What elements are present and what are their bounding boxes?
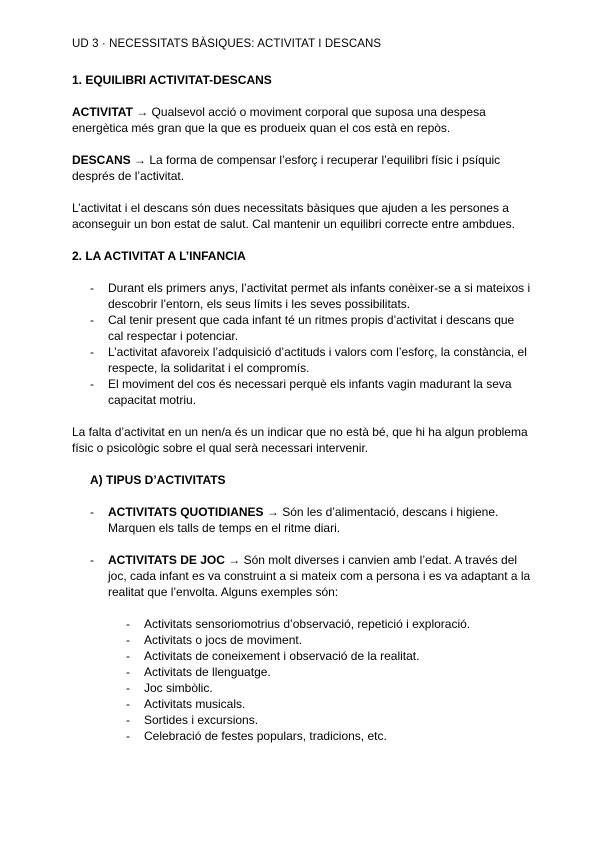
list-item	[72, 616, 532, 632]
activitat-term: ACTIVITAT	[72, 105, 133, 119]
section-2-bullet-list	[72, 280, 532, 408]
list-item	[72, 728, 532, 744]
dash-mark: -	[126, 681, 130, 695]
list-item-text: Activitats musicals.	[144, 697, 246, 711]
descans-def-text: → La forma de compensar l’esforç i recuperar l’equilibri físic i psíquic després de l’activitat.	[72, 153, 501, 183]
activity-types-list-joc	[72, 552, 532, 600]
list-item	[72, 680, 532, 696]
list-item-text: Activitats o jocs de moviment.	[144, 633, 303, 647]
list-item	[72, 504, 532, 536]
joc-examples-list	[72, 616, 532, 744]
document-header: UD 3 · NECESSITATS BÀSIQUES: ACTIVITAT I DESCANS	[72, 38, 382, 50]
dash-mark: -	[90, 505, 94, 519]
dash-mark: -	[126, 617, 130, 631]
list-item-text: Activitats de llenguatge.	[144, 665, 271, 679]
list-item-text: Durant els primers anys, l’activitat permet als infants conèixer-se a si mateixos i descobrir l’entorn, els seus límits i les seves possibilitats.	[108, 281, 531, 311]
dash-mark: -	[90, 313, 94, 327]
subsection-a-title: A) TIPUS D’ACTIVITATS	[90, 473, 226, 487]
list-item-text: L’activitat afavoreix l’adquisició d’actituds i valors com l’esforç, la constància, el respecte, la solidaritat i el compromís.	[108, 345, 527, 375]
list-item-text: Activitats sensoriomotrius d’observació, repetició i exploració.	[144, 617, 471, 631]
joc-def-text: → Són molt diverses i canvien amb l’edat. A través del joc, cada infant es va construint a si mateix com a persona i es va adaptant a la realitat que l’envolta. Alguns exemples són:	[108, 553, 531, 599]
quotidianes-def-text: → Són les d’alimentació, descans i higiene. Marquen els talls de temps en el ritme diari.	[108, 505, 499, 535]
list-item	[72, 312, 532, 344]
descans-definition	[72, 152, 532, 184]
section-1-paragraph: L’activitat i el descans són dues necessitats bàsiques que ajuden a les persones a aconseguir un bon estat de salut. Cal mantenir un equilibri correcte entre ambdues.	[72, 201, 515, 231]
section-2-title: 2. LA ACTIVITAT A L’INFANCIA	[72, 249, 246, 263]
document-page	[72, 36, 532, 744]
list-item	[72, 632, 532, 648]
list-item	[72, 280, 532, 312]
dash-mark: -	[126, 697, 130, 711]
dash-mark: -	[126, 713, 130, 727]
dash-mark: -	[90, 377, 94, 391]
list-item-text: El moviment del cos és necessari perquè els infants vagin madurant la seva capacitat motriu.	[108, 377, 512, 407]
dash-mark: -	[90, 281, 94, 295]
dash-mark: -	[126, 665, 130, 679]
list-item	[72, 648, 532, 664]
list-item-text: Joc simbòlic.	[144, 681, 213, 695]
dash-mark: -	[90, 553, 94, 567]
list-item	[72, 712, 532, 728]
section-2-paragraph: La falta d’activitat en un nen/a és un indicar que no està bé, que hi ha algun problema físic o psicològic sobre el qual serà necessari intervenir.	[72, 425, 528, 455]
list-item	[72, 344, 532, 376]
list-item	[72, 552, 532, 600]
activitat-def-text: → Qualsevol acció o moviment corporal que suposa una despesa energètica més gran que la que es produeix quan el cos està en repòs.	[72, 105, 486, 135]
list-item	[72, 376, 532, 408]
activitat-definition	[72, 104, 532, 136]
list-item-text: Activitats de coneixement i observació de la realitat.	[144, 649, 420, 663]
dash-mark: -	[126, 729, 130, 743]
activity-types-list	[72, 504, 532, 536]
list-item	[72, 664, 532, 680]
descans-term: DESCANS	[72, 153, 131, 167]
list-item	[72, 696, 532, 712]
quotidianes-term: ACTIVITATS QUOTIDIANES	[108, 505, 264, 519]
section-1-title: 1. EQUILIBRI ACTIVITAT-DESCANS	[72, 73, 272, 87]
joc-term: ACTIVITATS DE JOC	[108, 553, 225, 567]
list-item-text: Celebració de festes populars, tradicions, etc.	[144, 729, 387, 743]
dash-mark: -	[126, 633, 130, 647]
list-item-text: Cal tenir present que cada infant té un ritmes propis d’activitat i descans que cal respectar i potenciar.	[108, 313, 515, 343]
dash-mark: -	[90, 345, 94, 359]
dash-mark: -	[126, 649, 130, 663]
list-item-text: Sortides i excursions.	[144, 713, 259, 727]
